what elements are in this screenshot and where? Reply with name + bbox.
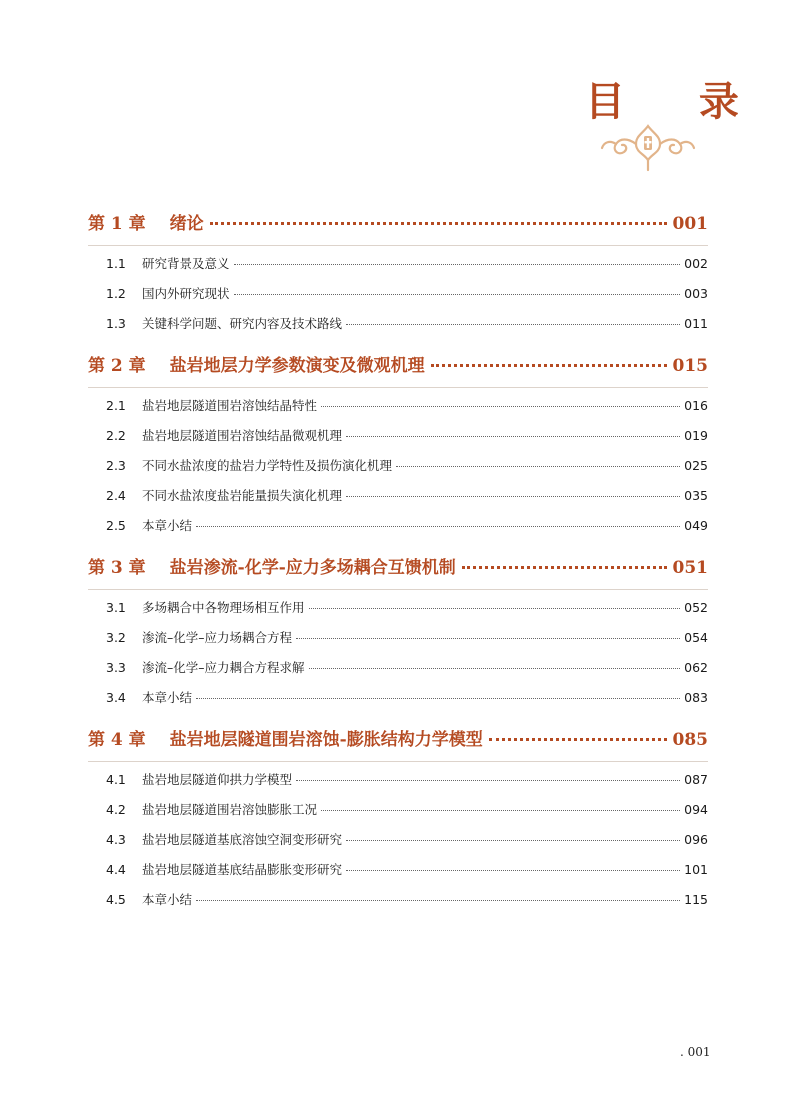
- dot-leader: [196, 526, 680, 527]
- section-page: 002: [684, 256, 708, 271]
- section-page: 094: [684, 802, 708, 817]
- chapter-title: 盐岩地层隧道围岩溶蚀-膨胀结构力学模型: [169, 730, 483, 750]
- section-number: 1.3: [106, 316, 126, 331]
- section-number: 3.4: [106, 690, 126, 705]
- dot-leader: [431, 364, 667, 367]
- section-title: 本章小结: [142, 690, 193, 705]
- page-number-footer: . 001: [680, 1045, 711, 1059]
- chapter-number: 第 2 章: [88, 356, 146, 376]
- section-entry[interactable]: [88, 658, 708, 688]
- section-entry[interactable]: [88, 254, 708, 284]
- dot-leader: [346, 436, 680, 437]
- chapter-heading[interactable]: [88, 724, 708, 762]
- section-page: 049: [684, 518, 708, 533]
- section-title: 多场耦合中各物理场相互作用: [142, 600, 305, 615]
- chapter-title: 绪论: [169, 214, 204, 234]
- section-entry[interactable]: [88, 890, 708, 920]
- chapter-page: 015: [672, 356, 708, 376]
- section-entry[interactable]: [88, 860, 708, 890]
- chapter-page: 051: [672, 558, 708, 578]
- section-page: 035: [684, 488, 708, 503]
- section-number: 4.3: [106, 832, 126, 847]
- section-page: 083: [684, 690, 708, 705]
- dot-leader: [346, 496, 680, 497]
- section-title: 关键科学问题、研究内容及技术路线: [142, 316, 343, 331]
- decorative-flourish-icon: [598, 120, 698, 175]
- section-number: 4.2: [106, 802, 126, 817]
- chapter-title: 盐岩渗流-化学-应力多场耦合互馈机制: [169, 558, 456, 578]
- chapter-number: 第 3 章: [88, 558, 146, 578]
- section-title: 研究背景及意义: [142, 256, 230, 271]
- section-page: 115: [684, 892, 708, 907]
- dot-leader: [309, 608, 681, 609]
- section-page: 101: [684, 862, 708, 877]
- chapter-group: [88, 208, 708, 344]
- section-entry[interactable]: [88, 688, 708, 718]
- section-title: 盐岩地层隧道围岩溶蚀结晶微观机理: [142, 428, 343, 443]
- section-title: 国内外研究现状: [142, 286, 230, 301]
- section-page: 052: [684, 600, 708, 615]
- dot-leader: [234, 294, 681, 295]
- section-page: 016: [684, 398, 708, 413]
- section-entry[interactable]: [88, 486, 708, 516]
- dot-leader: [346, 870, 680, 871]
- dot-leader: [309, 668, 681, 669]
- chapter-group: [88, 552, 708, 718]
- section-title: 不同水盐浓度盐岩能量损失演化机理: [142, 488, 343, 503]
- section-title: 渗流–化学–应力场耦合方程: [142, 630, 293, 645]
- section-page: 011: [684, 316, 708, 331]
- dot-leader: [396, 466, 680, 467]
- dot-leader: [196, 900, 680, 901]
- section-page: 096: [684, 832, 708, 847]
- dot-leader: [196, 698, 680, 699]
- dot-leader: [346, 840, 680, 841]
- section-number: 3.1: [106, 600, 126, 615]
- section-number: 2.3: [106, 458, 126, 473]
- section-number: 2.4: [106, 488, 126, 503]
- section-page: 003: [684, 286, 708, 301]
- section-entry[interactable]: [88, 314, 708, 344]
- section-page: 025: [684, 458, 708, 473]
- dot-leader: [210, 222, 667, 225]
- section-number: 4.1: [106, 772, 126, 787]
- chapter-title: 盐岩地层力学参数演变及微观机理: [169, 356, 425, 376]
- section-title: 盐岩地层隧道基底结晶膨胀变形研究: [142, 862, 343, 877]
- dot-leader: [346, 324, 680, 325]
- section-entry[interactable]: [88, 800, 708, 830]
- section-entry[interactable]: [88, 770, 708, 800]
- section-page: 087: [684, 772, 708, 787]
- section-entry[interactable]: [88, 628, 708, 658]
- section-number: 1.2: [106, 286, 126, 301]
- dot-leader: [321, 406, 680, 407]
- section-entry[interactable]: [88, 426, 708, 456]
- section-entry[interactable]: [88, 284, 708, 314]
- dot-leader: [489, 738, 667, 741]
- section-title: 本章小结: [142, 892, 193, 907]
- section-number: 3.2: [106, 630, 126, 645]
- dot-leader: [234, 264, 681, 265]
- section-entry[interactable]: [88, 456, 708, 486]
- section-title: 盐岩地层隧道仰拱力学模型: [142, 772, 293, 787]
- section-number: 4.4: [106, 862, 126, 877]
- chapter-number: 第 1 章: [88, 214, 146, 234]
- chapter-heading[interactable]: [88, 552, 708, 590]
- dot-leader: [462, 566, 667, 569]
- dot-leader: [296, 638, 680, 639]
- section-title: 不同水盐浓度的盐岩力学特性及损伤演化机理: [142, 458, 393, 473]
- chapter-page: 001: [672, 214, 708, 234]
- section-number: 4.5: [106, 892, 126, 907]
- section-page: 062: [684, 660, 708, 675]
- dot-leader: [296, 780, 680, 781]
- section-entry[interactable]: [88, 598, 708, 628]
- section-entry[interactable]: [88, 830, 708, 860]
- table-of-contents: [88, 208, 708, 926]
- chapter-page: 085: [672, 730, 708, 750]
- section-number: 2.5: [106, 518, 126, 533]
- section-entry[interactable]: [88, 396, 708, 426]
- section-title: 本章小结: [142, 518, 193, 533]
- chapter-heading[interactable]: [88, 208, 708, 246]
- section-title: 盐岩地层隧道围岩溶蚀膨胀工况: [142, 802, 318, 817]
- section-title: 渗流–化学–应力耦合方程求解: [142, 660, 305, 675]
- chapter-group: [88, 350, 708, 546]
- section-number: 2.1: [106, 398, 126, 413]
- section-number: 3.3: [106, 660, 126, 675]
- page-title: 目 录: [585, 78, 769, 125]
- section-number: 2.2: [106, 428, 126, 443]
- section-entry[interactable]: [88, 516, 708, 546]
- section-title: 盐岩地层隧道围岩溶蚀结晶特性: [142, 398, 318, 413]
- section-page: 054: [684, 630, 708, 645]
- chapter-number: 第 4 章: [88, 730, 146, 750]
- chapter-heading[interactable]: [88, 350, 708, 388]
- dot-leader: [321, 810, 680, 811]
- section-page: 019: [684, 428, 708, 443]
- section-title: 盐岩地层隧道基底溶蚀空洞变形研究: [142, 832, 343, 847]
- chapter-group: [88, 724, 708, 920]
- section-number: 1.1: [106, 256, 126, 271]
